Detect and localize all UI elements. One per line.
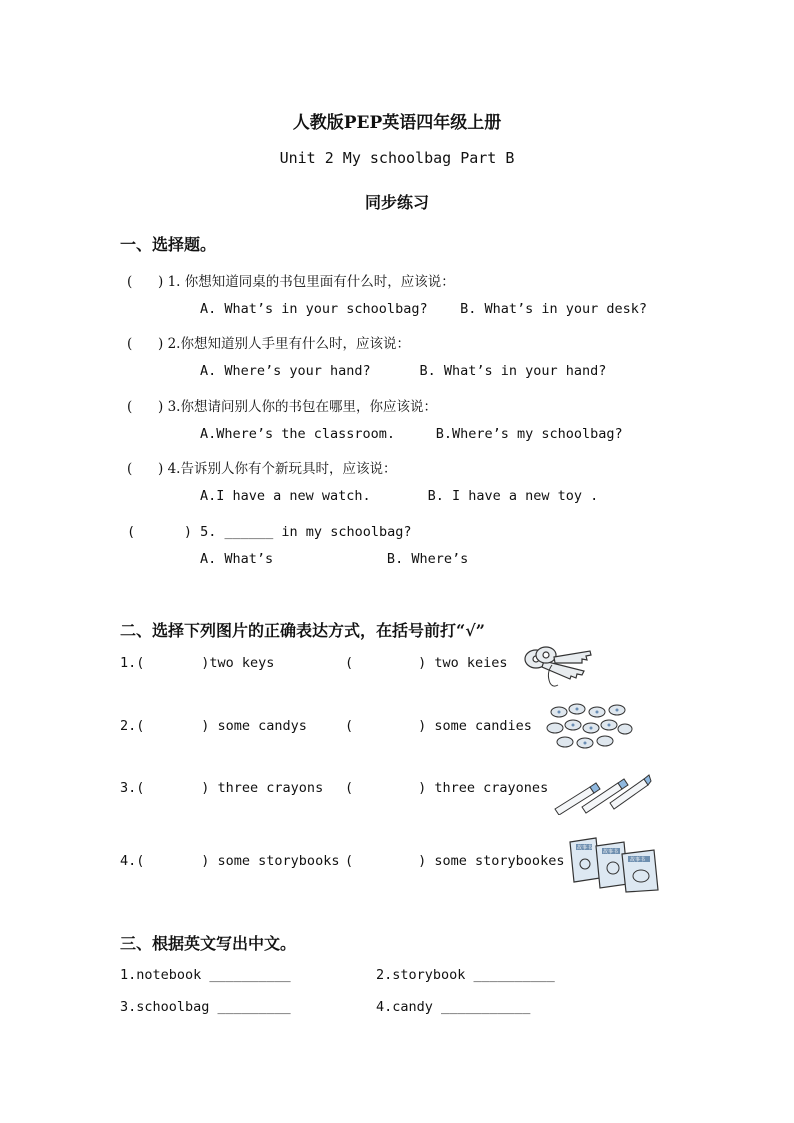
question-2-options: A. Where’s your hand? B. What’s in your hand?	[200, 363, 607, 379]
crayons-picture	[552, 773, 652, 815]
book-label-2: 故事书	[603, 849, 619, 855]
question-5-options: A. What’s B. Where’s	[200, 551, 469, 567]
question-2: ( ) 2.你想知道别人手里有什么时，应该说：	[127, 336, 410, 352]
question-1-options: A. What’s in your schoolbag? B. What’s in your desk?	[200, 301, 648, 317]
row-1-left: 1.( )two keys	[120, 655, 275, 671]
vocab-item-3: 3.schoolbag _________	[120, 999, 291, 1015]
question-4-options: A.I have a new watch. B. I have a new toy .	[200, 488, 599, 504]
practice-label: 同步练习	[364, 193, 429, 212]
question-5: ( ) 5. ______ in my schoolbag?	[127, 524, 412, 540]
question-1: ( ) 1. 你想知道同桌的书包里面有什么时，应该说：	[127, 274, 455, 290]
book-label-3: 故事书	[630, 857, 646, 863]
section3-heading: 三、根据英文写出中文。	[120, 934, 297, 953]
keys-picture	[522, 645, 594, 691]
row-2-right: ( ) some candies	[345, 718, 532, 734]
vocab-item-2: 2.storybook __________	[376, 967, 555, 983]
section2-heading: 二、选择下列图片的正确表达方式，在括号前打“√”	[120, 621, 485, 640]
vocab-item-4: 4.candy ___________	[376, 999, 531, 1015]
row-1-right: ( ) two keies	[345, 655, 508, 671]
storybooks-picture	[566, 836, 662, 894]
question-3: ( ) 3.你想请问别人你的书包在哪里，你应该说：	[127, 399, 437, 415]
row-2-left: 2.( ) some candys	[120, 718, 307, 734]
row-3-left: 3.( ) three crayons	[120, 780, 324, 796]
book-label-1: 故事书	[577, 845, 593, 851]
candies-picture	[545, 700, 633, 752]
row-4-right: ( ) some storybookes	[345, 853, 565, 869]
row-4-left: 4.( ) some storybooks	[120, 853, 340, 869]
vocab-item-1: 1.notebook __________	[120, 967, 291, 983]
page-title: 人教版PEP英语四年级上册	[292, 113, 502, 133]
question-3-options: A.Where’s the classroom. B.Where’s my schoolbag?	[200, 426, 623, 442]
section1-heading: 一、选择题。	[120, 235, 217, 254]
row-3-right: ( ) three crayones	[345, 780, 549, 796]
question-4: ( ) 4.告诉别人你有个新玩具时，应该说：	[127, 461, 397, 477]
unit-subtitle: Unit 2 My schoolbag Part B	[279, 149, 515, 167]
